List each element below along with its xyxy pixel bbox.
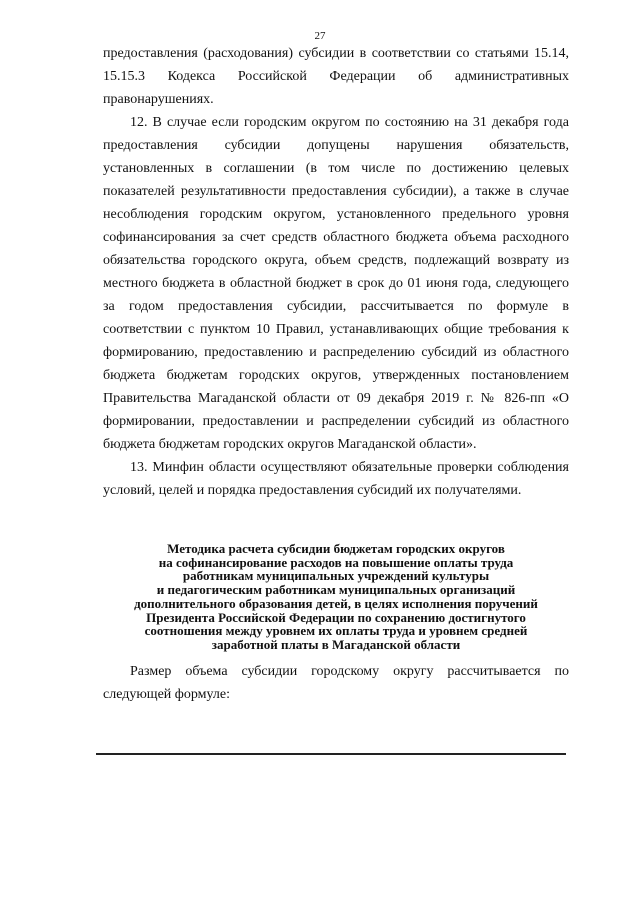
page-number: 27 [314,30,326,42]
paragraph-11-continuation: предоставления (расходования) субсидии в соответствии со статьями 15.14, 15.15.3 Кодекса Российской Федерации об административных правонарушениях. [103,46,569,107]
paragraph-13: 13. Минфин области осуществляют обязательные проверки соблюдения условий, целей и порядка предоставления субсидий их получателями. [103,460,569,498]
heading-line: и педагогическим работникам муниципальных организаций [156,582,516,598]
formula-intro-block [103,660,569,706]
heading-line: работникам муниципальных учреждений культуры [182,568,490,584]
heading-line: на софинансирование расходов на повышение оплаты труда [158,554,514,570]
formula-intro-text: Размер объема субсидии городскому округу рассчитывается по следующей формуле: [103,664,569,702]
heading-line: соотношения между уровнем их оплаты труда и уровнем средней [144,623,528,639]
heading-line: заработной платы в Магаданской области [211,636,461,652]
horizontal-rule [96,753,566,755]
heading-line: дополнительного образования детей, в целях исполнения поручений [134,595,538,611]
heading-line: Президента Российской Федерации по сохранению достигнутого [146,609,526,625]
methodology-heading [103,542,569,652]
document-body [103,42,569,502]
heading-line: Методика расчета субсидии бюджетам городских округов [167,541,505,556]
paragraph-12: 12. В случае если городским округом по состоянию на 31 декабря года предоставления субсидии допущены нарушения обязательств, установленных в соглашении (в том числе по достижению целевых показателей результативности предоставления субсидии), а также в случае несоблюдения городским округом, установленного предельного уровня софинансирования за счет средств областного бюджета объема расходного обязательства городского округа, объем средств, подлежащий возврату из местного бюджета в областной бюджет в срок до 01 июня года, следующего за годом предоставления субсидии, рассчитывается по формуле в соответствии с пунктом 10 Правил, устанавливающих общие требования к формированию, предоставлению и распределению субсидий из областного бюджета бюджетам городских округов, утвержденных постановлением Правительства Магаданской области от 09 декабря 2019 г. № 826-пп «О формировании, предоставлении и распределении субсидий из областного бюджета бюджетам городских округов Магаданской области». [103,115,569,452]
